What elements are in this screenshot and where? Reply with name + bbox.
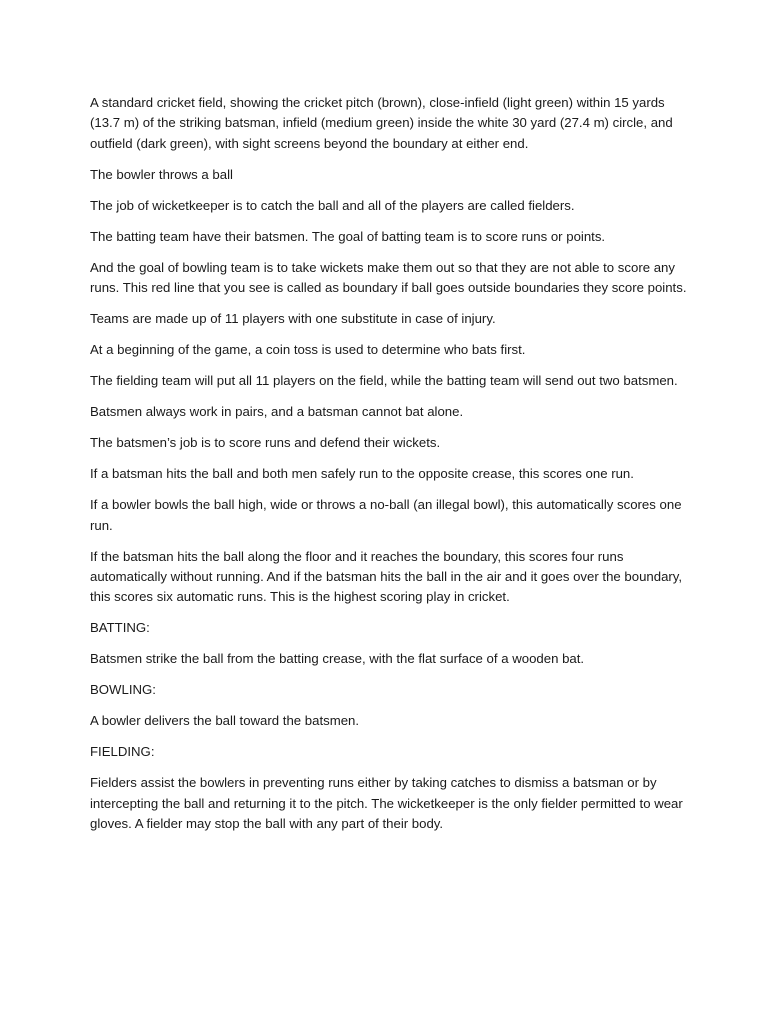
paragraph-wicketkeeper: The job of wicketkeeper is to catch the ball and all of the players are called fielders.	[90, 197, 575, 213]
paragraph-coin-toss: At a beginning of the game, a coin toss is used to determine who bats first.	[90, 342, 526, 358]
paragraph-fielding: Fielders assist the bowlers in preventing runs either by taking catches to dismiss a batsman or by intercepting the ball and returning it to the pitch. The wicketkeeper is the only fielder permitted to wear gloves. A fielder may stop the ball with any part of their body.	[90, 775, 683, 832]
paragraph-fielding-team: The fielding team will put all 11 players on the field, while the batting team will send out two batsmen.	[90, 373, 678, 389]
paragraph-bowling: A bowler delivers the ball toward the batsmen.	[90, 713, 360, 729]
paragraph-batting-team: The batting team have their batsmen. The goal of batting team is to score runs or points.	[90, 228, 606, 244]
paragraph-team-size: Teams are made up of 11 players with one substitute in case of injury.	[90, 311, 496, 327]
paragraph-bowling-team: And the goal of bowling team is to take wickets make them out so that they are not able to score any runs. This red line that you see is called as boundary if ball goes outside boundaries they score points.	[90, 259, 687, 296]
heading-batting: BATTING:	[90, 620, 150, 636]
paragraph-bowler-throws: The bowler throws a ball	[90, 166, 233, 182]
heading-fielding: FIELDING:	[90, 744, 155, 760]
paragraph-batsmen-job: The batsmen’s job is to score runs and defend their wickets.	[90, 435, 441, 451]
paragraph-cricket-field: A standard cricket field, showing the cricket pitch (brown), close-infield (light green) within 15 yards (13.7 m) of the striking batsman, infield (medium green) inside the white 30 yard (27.4 m) circle, and outfield (dark green), with sight screens beyond the boundary at either end.	[90, 95, 673, 151]
paragraph-no-ball: If a bowler bowls the ball high, wide or throws a no-ball (an illegal bowl), this automatically scores one run.	[90, 497, 682, 533]
paragraph-batsmen-pairs: Batsmen always work in pairs, and a batsman cannot bat alone.	[90, 404, 464, 420]
paragraph-boundary-scoring: If the batsman hits the ball along the floor and it reaches the boundary, this scores four runs automatically without running. And if the batsman hits the ball in the air and it goes over the boundary, this scores six automatic runs. This is the highest scoring play in cricket.	[90, 548, 683, 605]
paragraph-batting: Batsmen strike the ball from the batting crease, with the flat surface of a wooden bat.	[90, 651, 585, 667]
heading-bowling: BOWLING:	[90, 682, 156, 698]
paragraph-one-run: If a batsman hits the ball and both men safely run to the opposite crease, this scores one run.	[90, 466, 634, 482]
document-body	[90, 93, 690, 845]
